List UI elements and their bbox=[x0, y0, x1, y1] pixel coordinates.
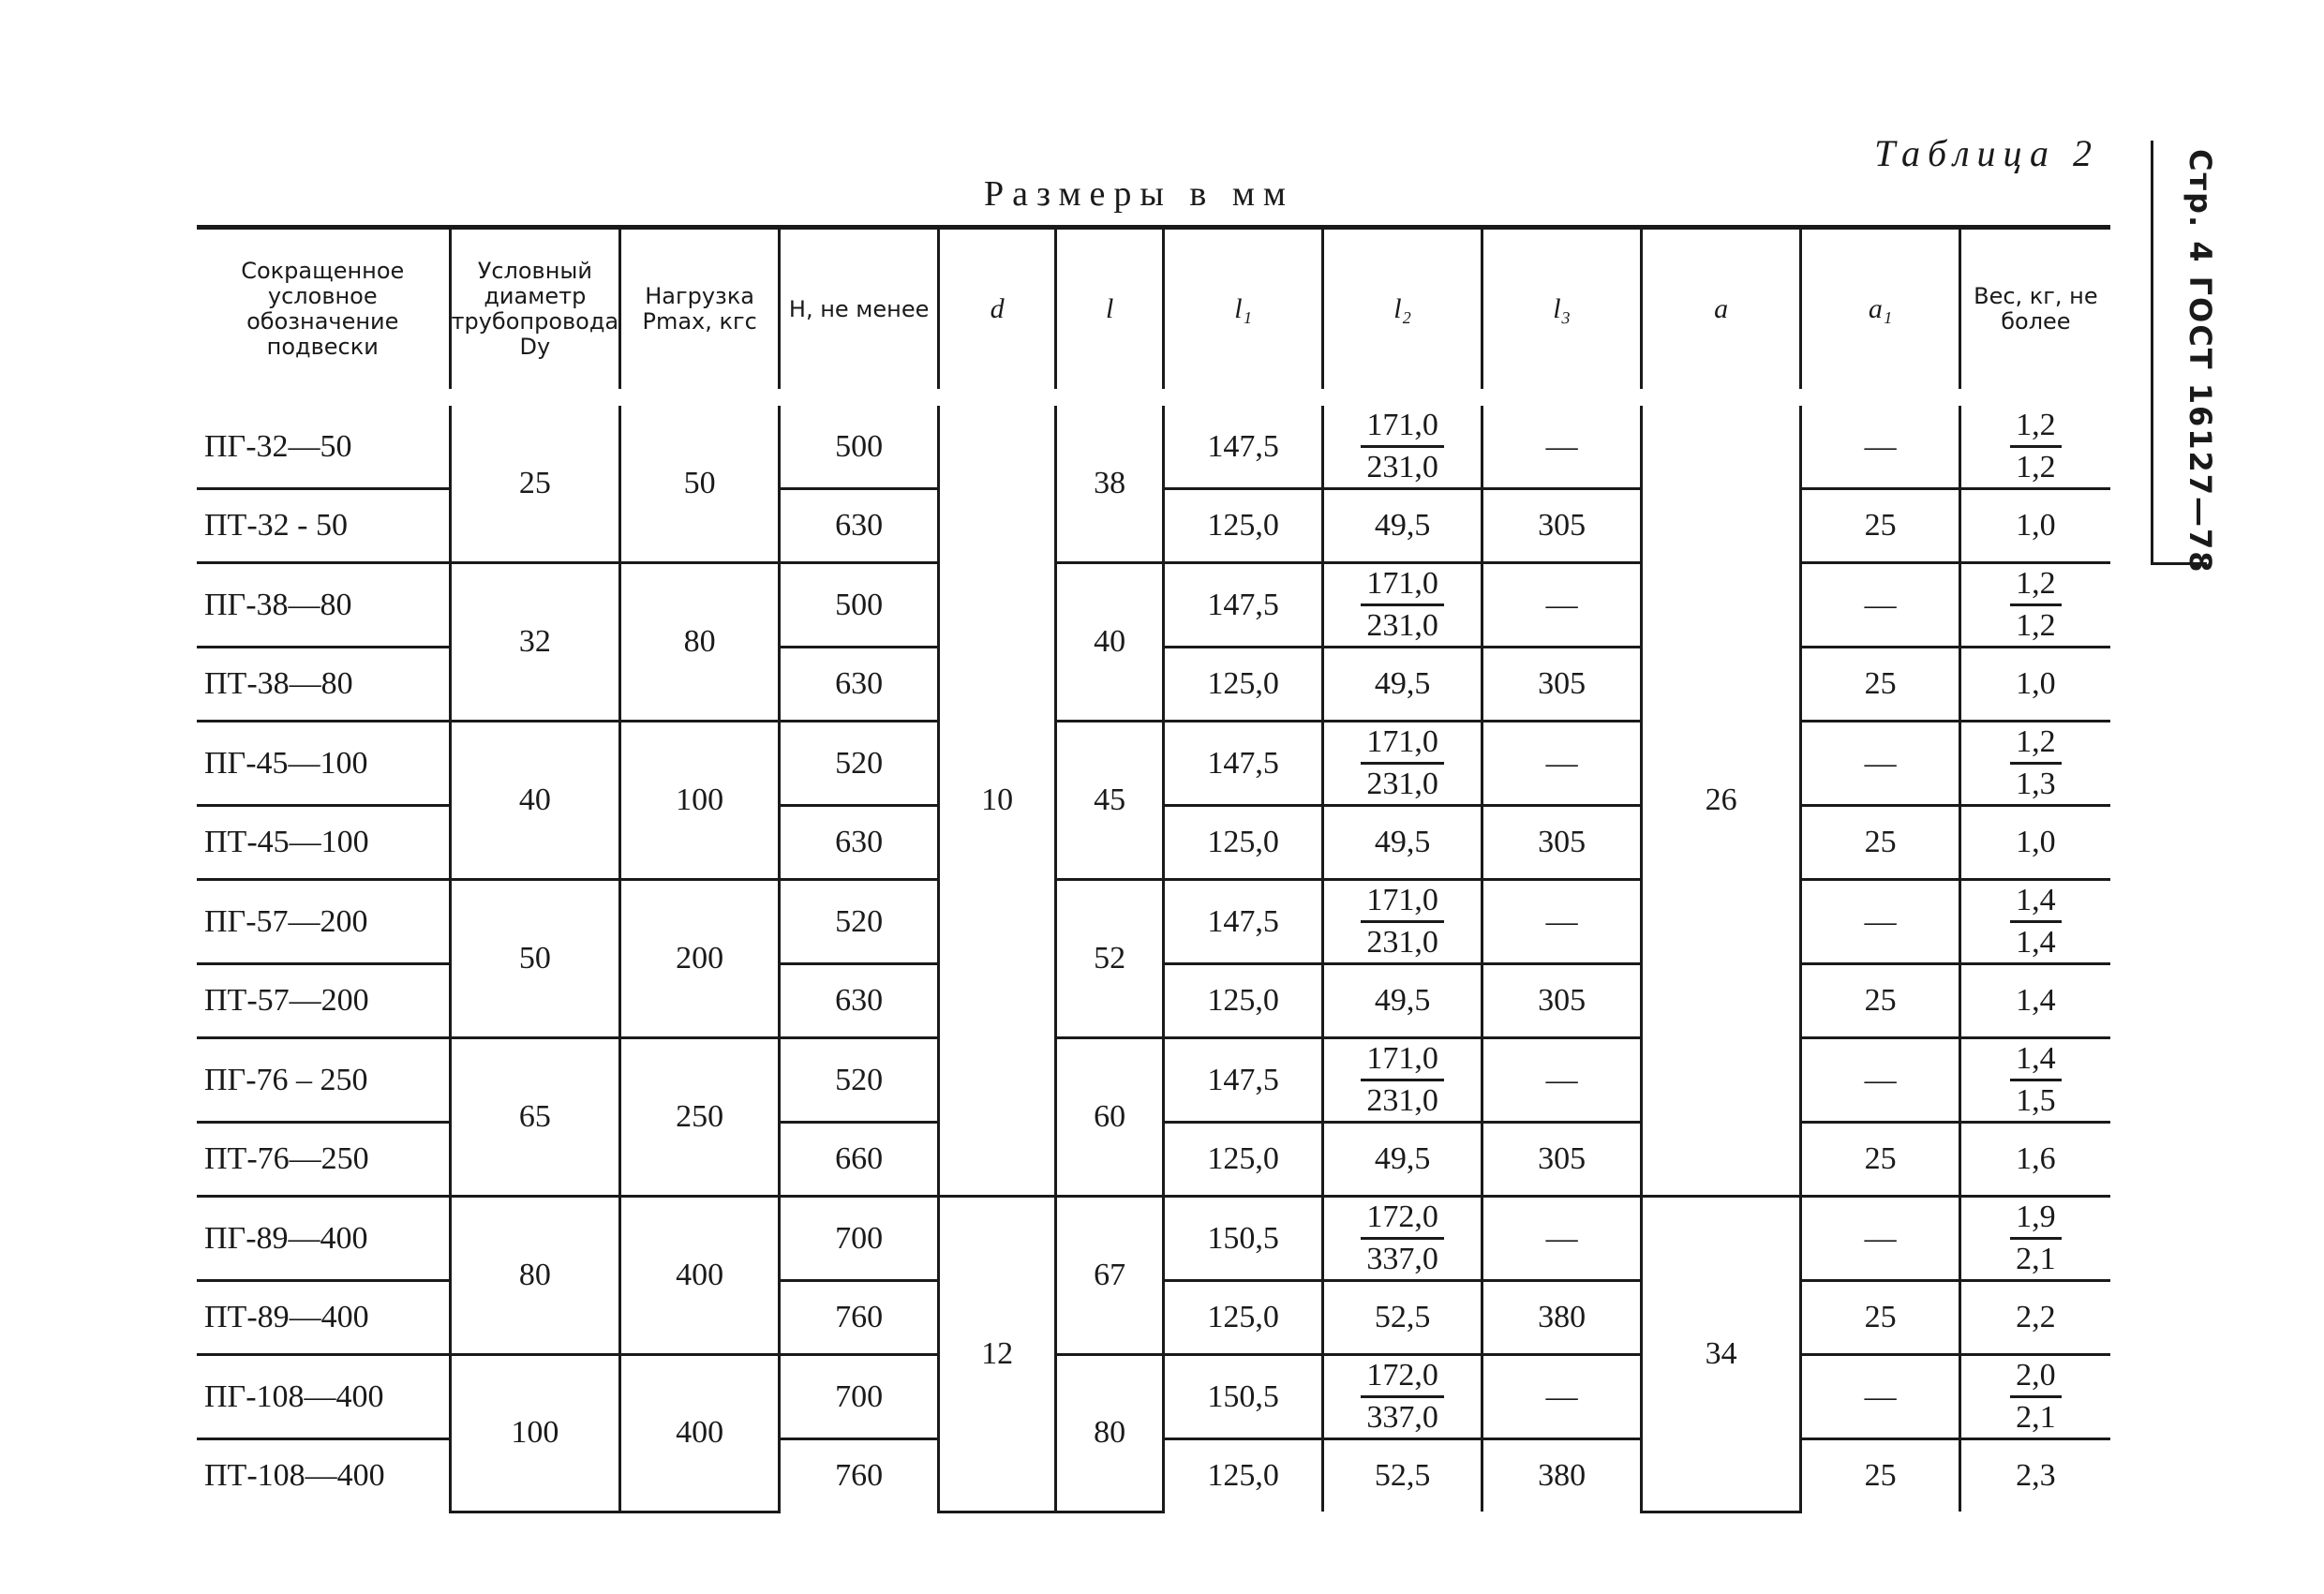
fraction bbox=[1361, 723, 1444, 804]
fraction bbox=[2010, 1198, 2062, 1279]
cell-l1: 125,0 bbox=[1164, 489, 1323, 563]
cell-dy: 100 bbox=[450, 1355, 620, 1512]
cell-weight: 1,6 bbox=[1960, 1123, 2110, 1197]
cell-l: 38 bbox=[1056, 397, 1164, 563]
cell-pmax: 400 bbox=[620, 1355, 780, 1512]
header-designation: Сокращенное условное обозначение подвески bbox=[197, 228, 450, 398]
fraction-denominator: 2,1 bbox=[2016, 1400, 2056, 1435]
fraction-denominator: 231,0 bbox=[1366, 450, 1438, 484]
cell-designation: ПГ-32—50 bbox=[197, 397, 450, 489]
cell-weight: 1,0 bbox=[1960, 648, 2110, 722]
cell-l1: 147,5 bbox=[1164, 563, 1323, 648]
fraction-denominator: 337,0 bbox=[1366, 1400, 1438, 1435]
fraction-numerator: 1,4 bbox=[2010, 881, 2062, 923]
cell-a1: — bbox=[1801, 1197, 1960, 1281]
cell-l1: 150,5 bbox=[1164, 1197, 1323, 1281]
cell-dy: 80 bbox=[450, 1197, 620, 1355]
fraction-numerator: 172,0 bbox=[1361, 1198, 1444, 1240]
cell-a1: — bbox=[1801, 397, 1960, 489]
cell-l3: — bbox=[1482, 1197, 1642, 1281]
cell-designation: ПГ-57—200 bbox=[197, 880, 450, 964]
cell-designation: ПГ-76 – 250 bbox=[197, 1038, 450, 1123]
cell-l2: 49,5 bbox=[1323, 1123, 1482, 1197]
header-nominal-diameter: Условный диаметр трубопровода Dy bbox=[450, 228, 620, 398]
cell-dy: 65 bbox=[450, 1038, 620, 1197]
fraction-denominator: 2,1 bbox=[2016, 1242, 2056, 1276]
cell-l: 45 bbox=[1056, 722, 1164, 880]
fraction bbox=[2010, 406, 2062, 487]
cell-a1: 25 bbox=[1801, 1281, 1960, 1355]
cell-l2 bbox=[1323, 880, 1482, 964]
cell-h: 630 bbox=[780, 648, 939, 722]
fraction bbox=[1361, 1198, 1444, 1279]
header-l2: l₂ bbox=[1323, 228, 1482, 398]
fraction bbox=[2010, 1356, 2062, 1438]
cell-a1: 25 bbox=[1801, 489, 1960, 563]
cell-pmax: 100 bbox=[620, 722, 780, 880]
dimensions-table bbox=[197, 225, 2110, 1513]
fraction bbox=[1361, 1356, 1444, 1438]
cell-designation: ПТ-57—200 bbox=[197, 964, 450, 1038]
fraction-denominator: 231,0 bbox=[1366, 767, 1438, 801]
fraction-numerator: 1,4 bbox=[2010, 1039, 2062, 1081]
cell-l3: 305 bbox=[1482, 1123, 1642, 1197]
header-l3: l₃ bbox=[1482, 228, 1642, 398]
cell-l3: 380 bbox=[1482, 1439, 1642, 1512]
fraction-numerator: 171,0 bbox=[1361, 406, 1444, 448]
cell-designation: ПТ-32 - 50 bbox=[197, 489, 450, 563]
cell-l1: 147,5 bbox=[1164, 1038, 1323, 1123]
header-a1: a₁ bbox=[1801, 228, 1960, 398]
cell-l3: 305 bbox=[1482, 648, 1642, 722]
cell-pmax: 80 bbox=[620, 563, 780, 722]
cell-a: 34 bbox=[1642, 1197, 1801, 1512]
fraction-numerator: 1,2 bbox=[2010, 564, 2062, 606]
table-body bbox=[197, 397, 2110, 1512]
cell-l3: — bbox=[1482, 1038, 1642, 1123]
table-number: Таблица 2 bbox=[1874, 132, 2099, 174]
cell-h: 630 bbox=[780, 806, 939, 880]
cell-l: 40 bbox=[1056, 563, 1164, 722]
fraction-denominator: 1,3 bbox=[2016, 767, 2056, 801]
table-row bbox=[197, 1355, 2110, 1439]
cell-h: 500 bbox=[780, 397, 939, 489]
header-l1: l₁ bbox=[1164, 228, 1323, 398]
cell-l1: 125,0 bbox=[1164, 1439, 1323, 1512]
cell-l: 52 bbox=[1056, 880, 1164, 1038]
cell-l: 60 bbox=[1056, 1038, 1164, 1197]
fraction-numerator: 1,9 bbox=[2010, 1198, 2062, 1240]
cell-h: 500 bbox=[780, 563, 939, 648]
cell-weight: 1,0 bbox=[1960, 489, 2110, 563]
cell-weight: 2,2 bbox=[1960, 1281, 2110, 1355]
cell-weight bbox=[1960, 563, 2110, 648]
fraction-denominator: 231,0 bbox=[1366, 925, 1438, 960]
fraction bbox=[1361, 564, 1444, 646]
cell-h: 700 bbox=[780, 1197, 939, 1281]
cell-a1: 25 bbox=[1801, 648, 1960, 722]
fraction bbox=[2010, 1039, 2062, 1121]
cell-dy: 50 bbox=[450, 880, 620, 1038]
cell-l2 bbox=[1323, 1197, 1482, 1281]
header-load: Нагрузка Pmax, кгс bbox=[620, 228, 780, 398]
cell-l: 80 bbox=[1056, 1355, 1164, 1512]
table-row bbox=[197, 722, 2110, 806]
cell-l2: 49,5 bbox=[1323, 964, 1482, 1038]
fraction-numerator: 171,0 bbox=[1361, 1039, 1444, 1081]
cell-weight bbox=[1960, 722, 2110, 806]
side-margin-label bbox=[2151, 141, 2238, 574]
header-d: d bbox=[939, 228, 1056, 398]
fraction bbox=[1361, 406, 1444, 487]
cell-h: 760 bbox=[780, 1281, 939, 1355]
table-row bbox=[197, 397, 2110, 489]
cell-l2 bbox=[1323, 1355, 1482, 1439]
fraction-numerator: 171,0 bbox=[1361, 723, 1444, 765]
cell-l1: 125,0 bbox=[1164, 648, 1323, 722]
cell-l3: 305 bbox=[1482, 489, 1642, 563]
table-row bbox=[197, 880, 2110, 964]
cell-weight bbox=[1960, 880, 2110, 964]
cell-designation: ПГ-45—100 bbox=[197, 722, 450, 806]
cell-a: 26 bbox=[1642, 397, 1801, 1197]
cell-a1: — bbox=[1801, 1038, 1960, 1123]
cell-pmax: 50 bbox=[620, 397, 780, 563]
cell-l3: — bbox=[1482, 722, 1642, 806]
cell-weight bbox=[1960, 1038, 2110, 1123]
fraction-numerator: 1,2 bbox=[2010, 406, 2062, 448]
side-divider bbox=[2151, 562, 2207, 565]
cell-l1: 150,5 bbox=[1164, 1355, 1323, 1439]
cell-a1: 25 bbox=[1801, 964, 1960, 1038]
cell-h: 630 bbox=[780, 489, 939, 563]
cell-h: 520 bbox=[780, 880, 939, 964]
cell-l2 bbox=[1323, 563, 1482, 648]
cell-designation: ПГ-108—400 bbox=[197, 1355, 450, 1439]
cell-a1: 25 bbox=[1801, 1123, 1960, 1197]
cell-l1: 125,0 bbox=[1164, 1123, 1323, 1197]
cell-designation: ПТ-45—100 bbox=[197, 806, 450, 880]
cell-h: 520 bbox=[780, 722, 939, 806]
fraction-numerator: 2,0 bbox=[2010, 1356, 2062, 1398]
cell-l1: 147,5 bbox=[1164, 880, 1323, 964]
fraction bbox=[2010, 881, 2062, 962]
cell-weight: 1,0 bbox=[1960, 806, 2110, 880]
cell-h: 630 bbox=[780, 964, 939, 1038]
fraction bbox=[2010, 564, 2062, 646]
fraction-denominator: 1,2 bbox=[2016, 450, 2056, 484]
cell-l1: 147,5 bbox=[1164, 397, 1323, 489]
cell-a1: — bbox=[1801, 563, 1960, 648]
cell-pmax: 250 bbox=[620, 1038, 780, 1197]
cell-dy: 32 bbox=[450, 563, 620, 722]
cell-l1: 125,0 bbox=[1164, 806, 1323, 880]
cell-l2: 49,5 bbox=[1323, 648, 1482, 722]
cell-l1: 147,5 bbox=[1164, 722, 1323, 806]
cell-weight bbox=[1960, 1197, 2110, 1281]
fraction-denominator: 337,0 bbox=[1366, 1242, 1438, 1276]
cell-h: 660 bbox=[780, 1123, 939, 1197]
fraction-denominator: 1,4 bbox=[2016, 925, 2056, 960]
cell-weight bbox=[1960, 397, 2110, 489]
cell-l2: 49,5 bbox=[1323, 489, 1482, 563]
table-row bbox=[197, 1038, 2110, 1123]
fraction-denominator: 1,2 bbox=[2016, 608, 2056, 643]
side-label-text: Стр. 4 ГОСТ 16127—78 bbox=[2182, 149, 2218, 574]
fraction-numerator: 172,0 bbox=[1361, 1356, 1444, 1398]
cell-a1: — bbox=[1801, 1355, 1960, 1439]
cell-h: 700 bbox=[780, 1355, 939, 1439]
cell-l3: 305 bbox=[1482, 964, 1642, 1038]
cell-h: 760 bbox=[780, 1439, 939, 1512]
cell-l3: — bbox=[1482, 563, 1642, 648]
cell-d: 12 bbox=[939, 1197, 1056, 1512]
fraction-numerator: 171,0 bbox=[1361, 564, 1444, 606]
fraction bbox=[2010, 723, 2062, 804]
cell-l2 bbox=[1323, 722, 1482, 806]
cell-l3: 305 bbox=[1482, 806, 1642, 880]
header-l: l bbox=[1056, 228, 1164, 398]
cell-a1: 25 bbox=[1801, 1439, 1960, 1512]
cell-h: 520 bbox=[780, 1038, 939, 1123]
table-row bbox=[197, 563, 2110, 648]
cell-designation: ПТ-38—80 bbox=[197, 648, 450, 722]
cell-l2 bbox=[1323, 1038, 1482, 1123]
cell-a1: — bbox=[1801, 722, 1960, 806]
cell-d: 10 bbox=[939, 397, 1056, 1197]
fraction-numerator: 171,0 bbox=[1361, 881, 1444, 923]
cell-designation: ПТ-89—400 bbox=[197, 1281, 450, 1355]
fraction bbox=[1361, 1039, 1444, 1121]
cell-dy: 25 bbox=[450, 397, 620, 563]
cell-weight bbox=[1960, 1355, 2110, 1439]
cell-pmax: 400 bbox=[620, 1197, 780, 1355]
header-a: a bbox=[1642, 228, 1801, 398]
fraction-denominator: 231,0 bbox=[1366, 1083, 1438, 1118]
fraction-denominator: 231,0 bbox=[1366, 608, 1438, 643]
cell-a1: — bbox=[1801, 880, 1960, 964]
table-caption: Размеры в мм bbox=[984, 174, 1294, 214]
cell-l2: 52,5 bbox=[1323, 1281, 1482, 1355]
table-row bbox=[197, 1197, 2110, 1281]
cell-dy: 40 bbox=[450, 722, 620, 880]
fraction-denominator: 1,5 bbox=[2016, 1083, 2056, 1118]
fraction bbox=[1361, 881, 1444, 962]
cell-designation: ПГ-89—400 bbox=[197, 1197, 450, 1281]
fraction-numerator: 1,2 bbox=[2010, 723, 2062, 765]
cell-designation: ПТ-76—250 bbox=[197, 1123, 450, 1197]
cell-l1: 125,0 bbox=[1164, 964, 1323, 1038]
cell-pmax: 200 bbox=[620, 880, 780, 1038]
cell-l: 67 bbox=[1056, 1197, 1164, 1355]
header-row bbox=[197, 228, 2110, 398]
cell-l2: 52,5 bbox=[1323, 1439, 1482, 1512]
cell-weight: 1,4 bbox=[1960, 964, 2110, 1038]
cell-designation: ПТ-108—400 bbox=[204, 1458, 385, 1493]
header-weight: Вес, кг, не более bbox=[1960, 228, 2110, 398]
header-h: H, не менее bbox=[780, 228, 939, 398]
cell-l3: — bbox=[1482, 397, 1642, 489]
cell-l2: 49,5 bbox=[1323, 806, 1482, 880]
cell-l3: — bbox=[1482, 880, 1642, 964]
cell-l3: — bbox=[1482, 1355, 1642, 1439]
cell-designation: ПГ-38—80 bbox=[197, 563, 450, 648]
cell-l3: 380 bbox=[1482, 1281, 1642, 1355]
cell-a1: 25 bbox=[1801, 806, 1960, 880]
cell-l2 bbox=[1323, 397, 1482, 489]
cell-weight: 2,3 bbox=[1960, 1439, 2110, 1512]
cell-l1: 125,0 bbox=[1164, 1281, 1323, 1355]
